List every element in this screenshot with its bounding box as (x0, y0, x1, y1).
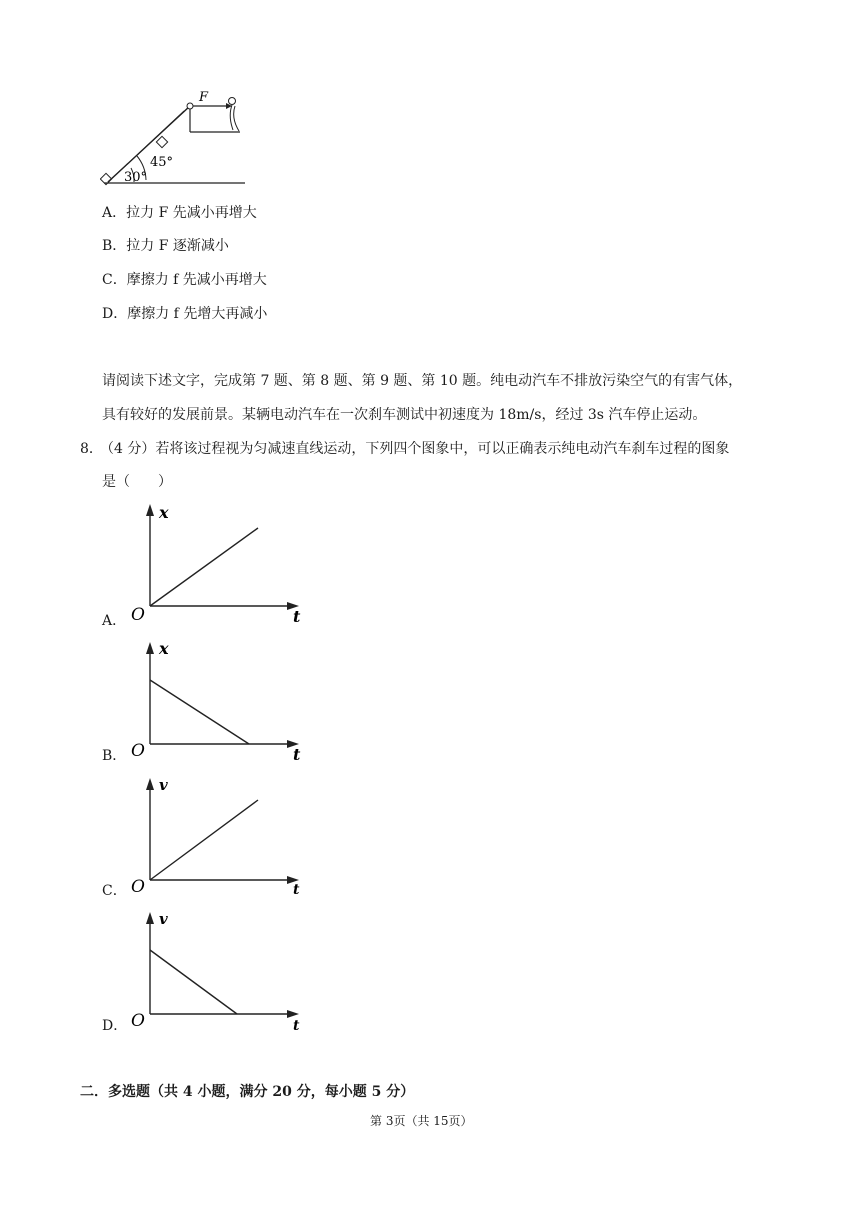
incline-force-figure (100, 86, 250, 188)
q7-option-a: A．拉力 F 先减小再增大 (102, 205, 257, 221)
graph-b-option-label: B． (102, 748, 127, 764)
graph-c (125, 772, 315, 900)
graph-a-origin-label: O (131, 605, 145, 625)
graph-c-origin-label: O (131, 877, 145, 897)
passage-line-1: 请阅读下述文字，完成第 7 题、第 8 题、第 9 题、第 10 题。纯电动汽车不排放污染空气的有害气体， (102, 373, 743, 389)
graph-b-y-axis-label: x (159, 639, 169, 658)
graph-b-x-axis-label: t (293, 745, 301, 764)
graph-d-y-axis-label: v (159, 910, 168, 928)
graph-a (125, 500, 315, 628)
section-two-heading: 二．多选题（共 4 小题，满分 20 分，每小题 5 分） (80, 1084, 415, 1100)
graph-d-x-axis-label: t (293, 1018, 300, 1034)
graph-b (125, 636, 315, 764)
graph-a-option-label: A． (102, 613, 127, 629)
q7-option-d: D．摩擦力 f 先增大再减小 (102, 306, 268, 322)
q8-stem-line-2: 是（ ） (102, 474, 172, 490)
graph-c-y-axis-label: v (159, 776, 168, 794)
q7-option-c: C．摩擦力 f 先减小再增大 (102, 272, 267, 288)
graph-c-option-label: C． (102, 883, 127, 899)
graph-d-origin-label: O (131, 1011, 145, 1031)
graph-d (125, 906, 315, 1034)
angle-upper-label: 45° (150, 155, 174, 170)
angle-lower-label: 30° (124, 170, 148, 185)
q8-stem-line-1: （4 分）若将该过程视为匀减速直线运动，下列四个图象中，可以正确表示纯电动汽车刹车过程的图象 (100, 441, 730, 457)
passage-line-2: 具有较好的发展前景。某辆电动汽车在一次刹车测试中初速度为 18m/s，经过 3s 汽车停止运动。 (102, 407, 707, 423)
q7-option-b: B．拉力 F 逐渐减小 (102, 238, 229, 254)
graph-c-x-axis-label: t (293, 882, 300, 898)
graph-a-y-axis-label: x (159, 503, 169, 522)
graph-b-origin-label: O (131, 741, 145, 761)
graph-d-option-label: D． (102, 1018, 128, 1034)
q8-number: 8． (80, 441, 103, 457)
page-footer: 第 3页（共 15页） (370, 1114, 473, 1128)
graph-a-x-axis-label: t (293, 607, 301, 626)
force-label: F (199, 90, 209, 105)
